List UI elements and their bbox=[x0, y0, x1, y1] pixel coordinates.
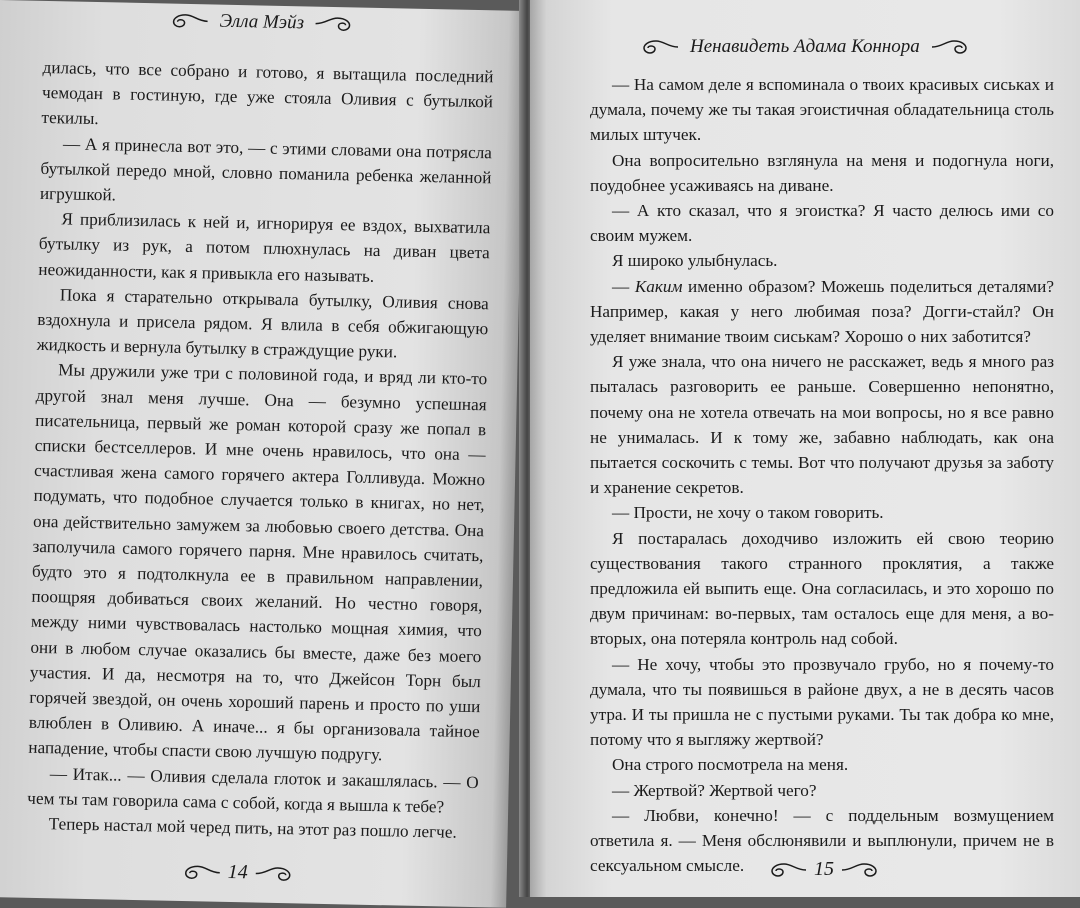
paragraph: Я уже знала, что она ничего не расскажет, ведь я много раз пыталась разговорить ее раньше. Совершенно непонятно, почему она не хотела отвечать на мои вопросы, но я все равно не унималась. И к тому же, забавно наблюдать, как она пытается соскочить с темы. Вот что получают друзья за заботу и хранение секретов. bbox=[590, 352, 1054, 498]
flourish-left-icon bbox=[640, 39, 680, 55]
flourish-right-icon bbox=[314, 16, 354, 33]
paragraph: — Каким именно образом? Можешь поделиться деталями? Например, какая у него любимая поза? Догги-стайл? Он уделяет внимание твоим сиськам? Хорошо о них заботится? bbox=[590, 276, 1054, 347]
flourish-right-icon bbox=[930, 39, 970, 55]
paragraph: Она строго посмотрела на меня. bbox=[612, 755, 849, 775]
flourish-left-icon bbox=[182, 864, 222, 881]
paragraph: Я приблизилась к ней и, игнорируя ее вздох, выхватила бутылку из рук, а потом плюхнулась на диван цвета неожиданности, как я привыкла его называть. bbox=[38, 209, 491, 286]
paragraph-rest: именно образом? Можешь поделиться деталями? Например, какая у него любимая поза? Догги-стайл? Он уделяет внимание твоим сиськам? Хорошо о них заботится? bbox=[590, 276, 1054, 347]
left-body-text bbox=[26, 55, 493, 846]
right-running-head bbox=[640, 36, 970, 58]
right-page-number bbox=[768, 858, 880, 881]
paragraph: дилась, что все собрано и готово, я вытащила последний чемодан в гостиную, где уже стояла Оливия с бутылкой текилы. bbox=[41, 57, 494, 129]
paragraph: Мы дружили уже три с половиной года, и вряд ли кто-то другой знал меня лучше. Она — безумно успешная писательница, первый же роман которой сразу же попал в списки бестселлеров. И мне очень нравилось, что она — счастливая жена самого горячего актера Голливуда. Можно подумать, что подобное случается только в книгах, но нет, она действительно замужем за любовью своего детства. Она заполучила самого горячего парня. Мне нравилось считать, будто это я подтолкнула ее в правильном направлении, поощряя добиваться своих желаний. Но честно говоря, между ними чувствовалась настолько мощная химия, что они в любом случае оказались бы вместе, даже без моего участия. И да, несмотря на то, что Джейсон Торн был горячей звездой, он очень хороший парень и просто по уши влюблен в Оливию. А иначе... я бы организовала тайное нападение, чтобы спасти свою лучшую подругу. bbox=[28, 360, 488, 765]
paragraph: Пока я старательно открывала бутылку, Оливия снова вздохнула и присела рядом. Я влила в себя обжигающую жидкость и вернула бутылку в страждущие руки. bbox=[36, 285, 489, 362]
right-running-head-text: Ненавидеть Адама Коннора bbox=[690, 36, 920, 57]
flourish-right-icon bbox=[254, 865, 294, 882]
paragraph: — А я принесла вот это, — с этими словами она потрясла бутылкой передо мной, словно поманила ребенка желанной игрушкой. bbox=[39, 133, 493, 205]
left-running-head bbox=[169, 10, 354, 36]
left-page bbox=[0, 0, 525, 908]
paragraph: Она вопросительно взглянула на меня и подогнула ноги, поудобнее усаживаясь на диване. bbox=[590, 150, 1054, 195]
paragraph: — На самом деле я вспоминала о твоих красивых сиськах и думала, почему же ты такая эгоистичная обладательница столь милых штучек. bbox=[590, 75, 1054, 145]
paragraph: Я постаралась доходчиво изложить ей свою теорию существования такого странного проклятия, а также предложила ей выпить еще. Она согласилась, и это хорошо по двум причинам: во-первых, там осталось еще для меня, а во-вторых, она потеряла контроль над собой. bbox=[590, 528, 1054, 649]
page-number-text: 14 bbox=[227, 860, 249, 884]
paragraph: — Итак... — Оливия сделала глоток и закашлялась. — О чем ты там говорила сама с собой, когда я вышла к тебе? bbox=[27, 763, 479, 817]
paragraph: — Жертвой? Жертвой чего? bbox=[612, 780, 817, 800]
right-body-text bbox=[590, 72, 1054, 879]
paragraph: — А кто сказал, что я эгоистка? Я часто делюсь ими со своим мужем. bbox=[590, 201, 1054, 246]
italic-word: Каким bbox=[634, 276, 683, 296]
paragraph: — Прости, не хочу о таком говорить. bbox=[612, 503, 884, 523]
paragraph: — Любви, конечно! — с поддельным возмущением ответила я. — Меня обслюнявили и выплюнули, причем не в сексуальном смысле. bbox=[590, 805, 1054, 876]
flourish-left-icon bbox=[169, 13, 209, 30]
paragraph: Я широко улыбнулась. bbox=[612, 251, 778, 271]
page-number-text: 15 bbox=[814, 858, 834, 880]
right-page bbox=[530, 0, 1080, 897]
paragraph: — Не хочу, чтобы это прозвучало грубо, но я почему-то думала, что ты появишься в районе двух, а не в десять часов утра. И ты пришла не с пустыми руками. Ты так добра ко мне, потому что я выгляжу жертвой? bbox=[590, 654, 1054, 750]
paragraph: Теперь настал мой черед пить, на этот раз пошло легче. bbox=[48, 814, 457, 842]
flourish-left-icon bbox=[768, 862, 808, 878]
left-page-number bbox=[182, 860, 294, 885]
flourish-right-icon bbox=[840, 862, 880, 878]
left-running-head-text: Элла Мэйз bbox=[219, 10, 305, 34]
